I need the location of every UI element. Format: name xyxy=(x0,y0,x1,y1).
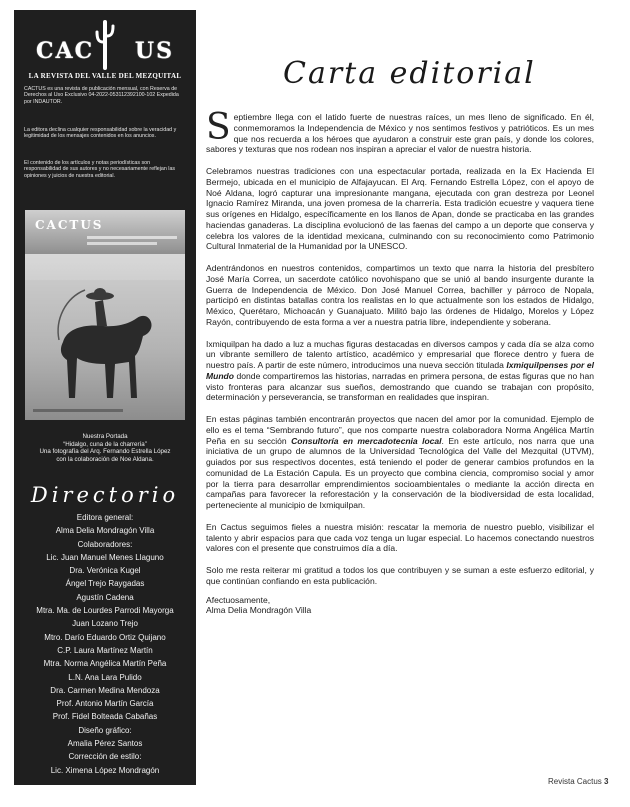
signature-block xyxy=(206,595,594,617)
paragraph: Celebramos nuestras tradiciones con una espectacular portada, realizada en la Ex Hacienda El Bermejo, ubicada en el municipio de Alfajayucan. El Arq. Fernando Estrella López, con el apoyo de Noé Aldana, logró capturar una impresionante mangana, ejecutada con gran destreza por Leonel Ignacio Ramírez Miranda, una joven promesa de la charrería. Esta tradición ecuestre y vaquera tiene sus orígenes en Hidalgo, específicamente en los llanos de Apan, donde se practicaba en las grandes haciendas ganaderas. La disciplina evolucionó de las faenas del campo a un deporte que conserva y celebra los valores de la identidad mexicana, culminando con su reconocimiento como Patrimonio Cultural Inmaterial de la Humanidad por la UNESCO. xyxy=(206,166,594,252)
directory-entry: Alma Delia Mondragón Villa xyxy=(55,526,155,536)
directory-entry: Mtra. Ma. de Lourdes Parrodi Mayorga xyxy=(36,606,174,616)
directory-entry: Lic. Juan Manuel Menes Llaguno xyxy=(46,552,164,562)
section-name-consultoria: Consultoría en mercadotecnia local xyxy=(291,435,442,446)
paragraph-text: . En este artículo, nos narra que una iniciativa de un grupo de alumnos de la Universidad Tecnológica del Valle del Mezquital (UTVM), guiados por sus respectivos docentes, está teniendo el poder de generar cambios profundos en la comunidad de La Estación Capula. Es un proyecto que combina ciencia, compromiso social y amor por la tierra para desarrollar emprendimientos socioambientales o mediante la acción directa en campañas para favorecer la reforestación y la conservación de la biodiversidad de esta localidad, perteneciente al municipio de Ixmiquilpan. xyxy=(206,435,594,510)
directory-entry: Agustín Cadena xyxy=(76,592,134,602)
directory-entry: Corrección de estilo: xyxy=(68,752,142,762)
paragraph: Adentrándonos en nuestros contenidos, compartimos un texto que narra la historia del presbítero José María Correa, un sacerdote católico novohispano que se unió al bando insurgente durante la Guerra de Independencia de México. Don José Manuel Correa, bachiller y párroco de Nopala, participó en distintas batallas contra los realistas en lo que actualmente son los estados de Hidalgo, México, Querétaro, Michoacán y Guanajuato. Militó bajo las órdenes de Hidalgo, Morelos y López Rayón, contribuyendo de esta forma a ver a nuestra patria libre, independiente y soberana. xyxy=(206,263,594,327)
directory-entry: L.N. Ana Lara Pulido xyxy=(68,672,142,682)
magazine-tagline: LA REVISTA DEL VALLE DEL MEZQUITAL xyxy=(28,72,182,80)
directory-entry: Colaboradores: xyxy=(77,539,133,549)
drop-cap: S xyxy=(206,107,231,148)
paragraph: Solo me resta reiterar mi gratitud a todos los que contribuyen y se suman a este esfuerzo editorial, y que continúan confiando en esta publicación. xyxy=(206,565,594,586)
cover-footer-line xyxy=(33,409,123,412)
cover-caption-line: Nuestra Portada xyxy=(82,433,128,440)
directory-entry: Prof. Antonio Martín García xyxy=(56,699,154,709)
logo-text-right: US xyxy=(134,38,174,64)
charro-horse-illustration xyxy=(45,280,157,406)
directory-title: Directorio xyxy=(30,483,180,507)
signature-name: Alma Delia Mondragón Villa xyxy=(206,605,312,616)
cover-caption-line: con la colaboración de Noe Aldana. xyxy=(56,455,154,463)
paragraph xyxy=(206,107,594,155)
directory-entry: Ángel Trejo Raygadas xyxy=(65,579,145,589)
directory-entry: Editora general: xyxy=(76,513,134,522)
paragraph-text: Ixmiquilpan ha dado a luz a muchas figuras destacadas en diversos campos y cada día se alza como un vibrante semillero de talento artístico, académico y empresarial que florece dentro y fuera de nuestro país. A partir de este número, introducimos una nueva sección titulada xyxy=(206,338,594,370)
cover-caption-line: Una fotografía del Arq. Fernando Estrella López xyxy=(39,448,171,456)
directory-entry: Juan Lozano Trejo xyxy=(72,619,138,629)
cactus-icon xyxy=(94,16,116,72)
paragraph xyxy=(206,414,594,511)
cover-subline xyxy=(87,236,177,239)
directory-entry: Amalia Pérez Santos xyxy=(67,739,143,749)
directory-entry: Dra. Carmen Medina Mendoza xyxy=(50,685,160,695)
legal-notice-ads: La editora declina cualquier responsabilidad sobre la veracidad y legitimidad de los mensajes contenidos en los anuncios. xyxy=(24,127,177,140)
cover-caption xyxy=(14,433,196,463)
directory-list xyxy=(14,511,196,777)
directory-entry: Prof. Fidel Bolteada Cabañas xyxy=(52,712,158,722)
directory-entry: Diseño gráfico: xyxy=(78,725,132,735)
paragraph-text: donde compartiremos las historias, narradas en primera persona, de estas figuras que no han visto fronteras para alcanzar sus sueños, demostrando que cuando se trabajan con propósito, determinación y perseverancia, se transforman en realidades que inspiran. xyxy=(206,370,594,403)
paragraph xyxy=(206,339,594,404)
section-name-ixmiquilpenses: Ixmiquilpenses por el Mundo xyxy=(206,360,594,381)
footer-label: Revista Cactus xyxy=(548,777,602,786)
paragraph-text: eptiembre llega con el latido fuerte de nuestras raíces, un mes lleno de significado. En él, conmemoramos la Independencia de México y nos sentimos festivos y patrióticos. Es un mes que nos recuerda a los héroes que ayudaron a construir este gran país, y donde los colores, sabores y texturas que nos rodean nos inspiran a apreciar el valor de nuestra historia. xyxy=(206,112,594,155)
cover-thumbnail xyxy=(25,210,185,420)
page-footer xyxy=(548,777,608,786)
cover-masthead: CACTUS xyxy=(35,218,104,232)
page-number: 3 xyxy=(604,777,609,786)
legal-notice-registration: CACTUS es una revista de publicación mensual, con Reserva de Derechos al Uso Exclusivo 04-2022-053112392100-102 Expedida por INDAUTOR. xyxy=(24,86,179,105)
directory-entry: Mtro. Darío Eduardo Ortiz Quijano xyxy=(44,632,166,642)
paragraph-text: En estas páginas también encontrarán proyectos que nacen del amor por la comunidad. Ejemplo de ello es el tema “Sembrando futuro”, que nos comparte nuestra colaboradora Norma Angélica Martín Peña en su sección xyxy=(206,414,594,446)
cover-subline-2 xyxy=(87,242,157,245)
cactus-logo xyxy=(36,38,174,74)
logo-text-left: CAC xyxy=(36,38,95,64)
page-title: Carta editorial xyxy=(283,56,536,91)
directory-entry: Dra. Verónica Kugel xyxy=(69,566,141,576)
paragraph: En Cactus seguimos fieles a nuestra misión: rescatar la memoria de nuestro pueblo, visibilizar el talento y abrir espacios para que cada voz tenga un lugar especial. Lo hacemos conectando nuestros valores con el presente que construimos día a día. xyxy=(206,521,594,554)
directory-entry: Mtra. Norma Angélica Martín Peña xyxy=(43,659,167,669)
directory-entry: C.P. Laura Martínez Martín xyxy=(57,645,153,655)
sidebar-panel xyxy=(14,10,196,785)
cover-masthead-band xyxy=(25,210,185,254)
article-body xyxy=(206,107,594,616)
cover-caption-line: “Hidalgo, cuna de la charrería” xyxy=(63,440,147,448)
directory-entry: Lic. Ximena López Mondragón xyxy=(50,765,160,775)
legal-notice-articles: El contenido de los artículos y notas periodísticas son responsabilidad de sus autores y no necesariamente reflejan las opiniones y juicios de nuestra editorial. xyxy=(24,160,176,179)
closing: Afectuosamente, xyxy=(206,594,271,605)
